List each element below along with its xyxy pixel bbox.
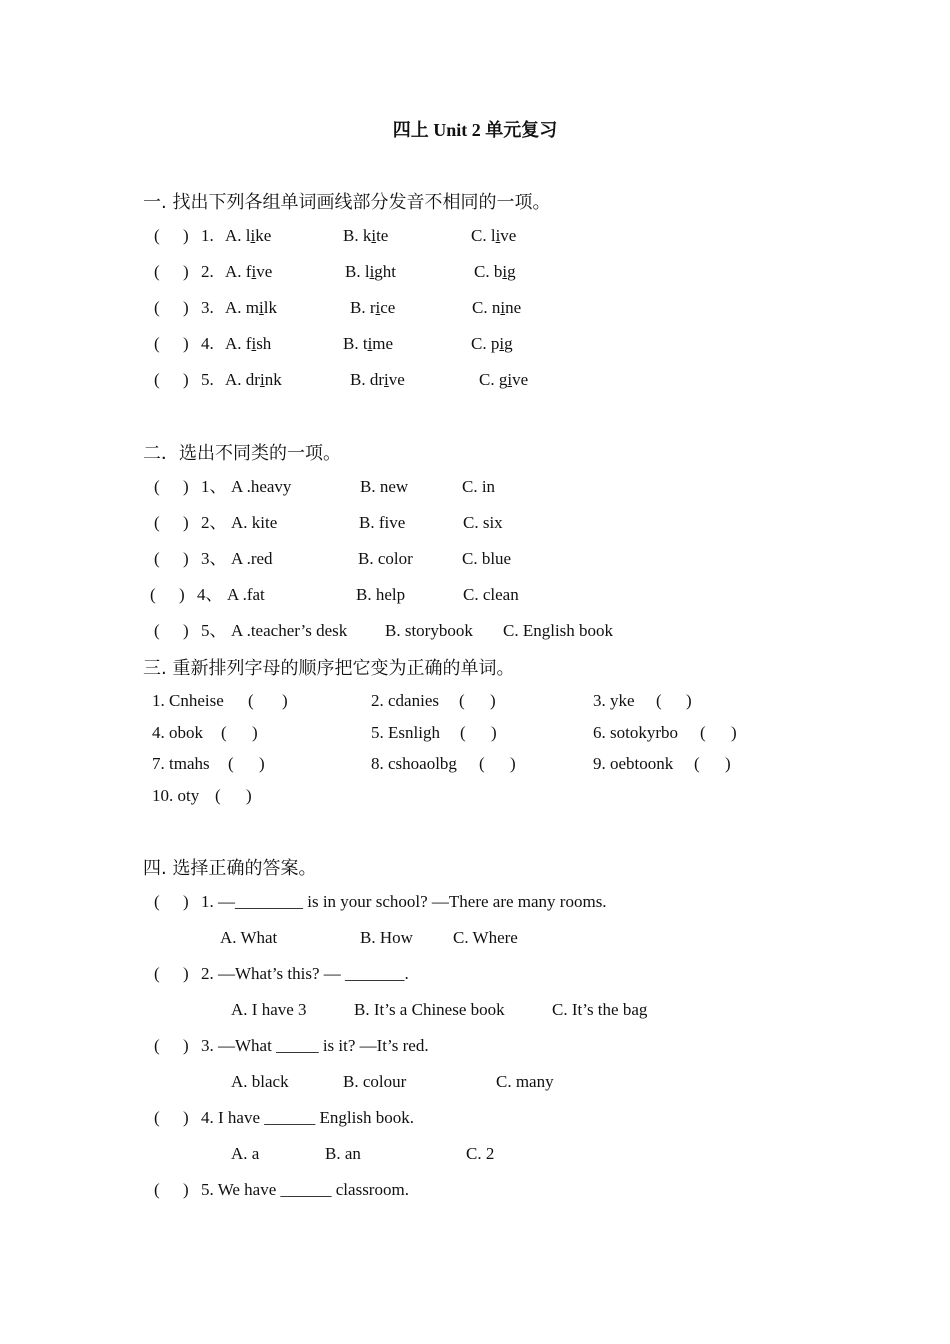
scrambled-word: 4. obok bbox=[152, 723, 203, 742]
option-text-start: C. b bbox=[474, 262, 503, 281]
answer-paren-open: ( bbox=[154, 370, 160, 389]
option-b bbox=[343, 224, 388, 248]
option-text-start: A. f bbox=[225, 262, 252, 281]
option-text-start: A. m bbox=[225, 298, 259, 317]
scrambled-word: 8. cshoaolbg bbox=[371, 754, 457, 773]
unscramble-item bbox=[0, 752, 950, 776]
question-row bbox=[0, 511, 950, 535]
underlined-letter: i bbox=[500, 298, 506, 317]
answer-paren-open: ( bbox=[479, 754, 485, 773]
question-row bbox=[0, 332, 950, 356]
question-text: 2. —What’s this? — _______. bbox=[201, 964, 409, 983]
option-text-end: ve bbox=[500, 226, 517, 245]
option-text-start: B. dr bbox=[350, 370, 384, 389]
answer-paren-close: ) bbox=[246, 786, 252, 805]
answer-paren-close: ) bbox=[183, 477, 189, 496]
underlined-letter: i bbox=[495, 226, 501, 245]
option-text-end: nk bbox=[264, 370, 282, 389]
underlined-letter: i bbox=[251, 334, 257, 353]
unscramble-item bbox=[0, 784, 950, 808]
answer-paren-close: ) bbox=[183, 1180, 189, 1199]
option-text-end: g bbox=[504, 334, 513, 353]
option-c: C. English book bbox=[503, 621, 614, 640]
scrambled-word: 1. Cnheise bbox=[152, 691, 224, 710]
scrambled-word: 10. oty bbox=[152, 786, 200, 805]
answer-paren-open: ( bbox=[459, 691, 465, 710]
option-b: B. color bbox=[358, 549, 413, 568]
option-a: A. What bbox=[220, 928, 278, 947]
unscramble-item bbox=[0, 721, 950, 745]
answer-paren-close: ) bbox=[183, 334, 189, 353]
answer-paren-open: ( bbox=[154, 1036, 160, 1055]
underlined-letter: i bbox=[384, 370, 389, 389]
answer-paren-close: ) bbox=[686, 691, 692, 710]
question-text: 1. —________ is in your school? —There are many rooms. bbox=[201, 892, 607, 911]
option-b: B. an bbox=[325, 1144, 361, 1163]
answer-paren-open: ( bbox=[221, 723, 227, 742]
option-b bbox=[343, 332, 393, 356]
options-row bbox=[0, 1142, 950, 1166]
question-number: 2、 bbox=[201, 513, 227, 532]
question-row bbox=[0, 475, 950, 499]
question-row bbox=[0, 583, 950, 607]
option-text-start: C. g bbox=[479, 370, 508, 389]
underlined-letter: i bbox=[250, 226, 256, 245]
question-number: 5、 bbox=[201, 621, 227, 640]
answer-paren-close: ) bbox=[282, 691, 288, 710]
option-text-end: ve bbox=[512, 370, 529, 389]
question-number: 3、 bbox=[201, 549, 227, 568]
answer-paren-close: ) bbox=[183, 892, 189, 911]
option-b: B. new bbox=[360, 477, 409, 496]
underlined-letter: i bbox=[367, 334, 373, 353]
answer-paren-open: ( bbox=[700, 723, 706, 742]
option-a bbox=[225, 224, 271, 248]
option-text-start: B. l bbox=[345, 262, 370, 281]
option-text-start: B. r bbox=[350, 298, 376, 317]
answer-paren-close: ) bbox=[183, 513, 189, 532]
scrambled-word: 3. yke bbox=[593, 691, 635, 710]
underlined-letter: i bbox=[259, 298, 264, 317]
question-text: 5. We have ______ classroom. bbox=[201, 1180, 409, 1199]
answer-paren-open: ( bbox=[215, 786, 221, 805]
question-number: 1、 bbox=[201, 477, 227, 496]
question-number: 4. bbox=[201, 334, 214, 353]
answer-paren-open: ( bbox=[154, 298, 160, 317]
option-a: A. kite bbox=[231, 513, 278, 532]
option-a bbox=[225, 368, 282, 392]
answer-paren-close: ) bbox=[183, 226, 189, 245]
underlined-letter: i bbox=[369, 262, 375, 281]
question-row bbox=[0, 260, 950, 284]
option-c: C. Where bbox=[453, 928, 518, 947]
answer-paren-open: ( bbox=[228, 754, 234, 773]
option-text-start: A. l bbox=[225, 226, 251, 245]
option-text-end: ght bbox=[374, 262, 397, 281]
section1-heading: 一. 找出下列各组单词画线部分发音不相同的一项。 bbox=[143, 192, 551, 213]
question-number: 4、 bbox=[197, 585, 223, 604]
option-b: B. colour bbox=[343, 1072, 407, 1091]
option-b: B. How bbox=[360, 928, 413, 947]
underlined-letter: i bbox=[507, 370, 513, 389]
option-a bbox=[225, 296, 277, 320]
answer-paren-close: ) bbox=[183, 621, 189, 640]
option-a: A. I have 3 bbox=[231, 1000, 307, 1019]
option-text-start: B. t bbox=[343, 334, 368, 353]
underlined-letter: i bbox=[371, 226, 377, 245]
section4-heading: 四. 选择正确的答案。 bbox=[143, 858, 317, 879]
answer-paren-close: ) bbox=[183, 298, 189, 317]
answer-paren-open: ( bbox=[154, 621, 160, 640]
option-a: A .fat bbox=[227, 585, 265, 604]
option-text-start: B. k bbox=[343, 226, 372, 245]
answer-paren-open: ( bbox=[460, 723, 466, 742]
option-b bbox=[345, 260, 396, 284]
options-row bbox=[0, 926, 950, 950]
question-row bbox=[0, 296, 950, 320]
section2-heading: 二．选出不同类的一项。 bbox=[143, 443, 341, 464]
option-c bbox=[472, 296, 521, 320]
option-b: B. help bbox=[356, 585, 406, 604]
option-b: B. storybook bbox=[385, 621, 473, 640]
question-number: 1. bbox=[201, 226, 214, 245]
option-c: C. 2 bbox=[466, 1144, 495, 1163]
option-text-start: C. l bbox=[471, 226, 496, 245]
option-c: C. six bbox=[463, 513, 503, 532]
option-c bbox=[479, 368, 528, 392]
option-c: C. in bbox=[462, 477, 496, 496]
answer-paren-close: ) bbox=[183, 964, 189, 983]
answer-paren-open: ( bbox=[154, 964, 160, 983]
option-text-end: te bbox=[376, 226, 389, 245]
answer-paren-open: ( bbox=[154, 513, 160, 532]
question-text: 4. I have ______ English book. bbox=[201, 1108, 414, 1127]
option-text-start: A. dr bbox=[225, 370, 260, 389]
option-c bbox=[474, 260, 516, 284]
answer-paren-close: ) bbox=[183, 1036, 189, 1055]
option-a bbox=[225, 260, 272, 284]
answer-paren-open: ( bbox=[154, 226, 160, 245]
option-text-end: ne bbox=[505, 298, 522, 317]
question-row bbox=[0, 224, 950, 248]
answer-paren-close: ) bbox=[259, 754, 265, 773]
option-text-end: sh bbox=[256, 334, 272, 353]
answer-paren-close: ) bbox=[491, 723, 497, 742]
options-row bbox=[0, 1070, 950, 1094]
option-a: A. black bbox=[231, 1072, 289, 1091]
answer-paren-open: ( bbox=[154, 1180, 160, 1199]
answer-paren-open: ( bbox=[154, 477, 160, 496]
answer-paren-close: ) bbox=[183, 370, 189, 389]
scrambled-word: 2. cdanies bbox=[371, 691, 439, 710]
answer-paren-close: ) bbox=[510, 754, 516, 773]
answer-paren-open: ( bbox=[656, 691, 662, 710]
option-text-end: lk bbox=[263, 298, 277, 317]
answer-paren-close: ) bbox=[183, 549, 189, 568]
answer-paren-open: ( bbox=[154, 262, 160, 281]
answer-paren-close: ) bbox=[725, 754, 731, 773]
question-row bbox=[0, 890, 950, 914]
answer-paren-close: ) bbox=[179, 585, 185, 604]
question-row bbox=[0, 1106, 950, 1130]
option-text-start: A. f bbox=[225, 334, 252, 353]
option-text-end: ke bbox=[255, 226, 272, 245]
question-row bbox=[0, 962, 950, 986]
question-number: 2. bbox=[201, 262, 214, 281]
option-b: B. five bbox=[359, 513, 406, 532]
section3-heading: 三. 重新排列字母的顺序把它变为正确的单词。 bbox=[143, 658, 515, 679]
scrambled-word: 5. Esnligh bbox=[371, 723, 440, 742]
option-c: C. It’s the bag bbox=[552, 1000, 648, 1019]
question-text: 3. —What _____ is it? —It’s red. bbox=[201, 1036, 429, 1055]
answer-paren-open: ( bbox=[154, 892, 160, 911]
option-text-end: ve bbox=[256, 262, 273, 281]
option-c: C. blue bbox=[462, 549, 512, 568]
answer-paren-open: ( bbox=[154, 334, 160, 353]
options-row bbox=[0, 998, 950, 1022]
answer-paren-close: ) bbox=[490, 691, 496, 710]
answer-paren-close: ) bbox=[252, 723, 258, 742]
underlined-letter: i bbox=[502, 262, 508, 281]
page-title: 四上 Unit 2 单元复习 bbox=[392, 120, 558, 140]
option-a: A. a bbox=[231, 1144, 260, 1163]
answer-paren-open: ( bbox=[154, 549, 160, 568]
scrambled-word: 6. sotokyrbo bbox=[593, 723, 678, 742]
unscramble-item bbox=[0, 689, 950, 713]
question-row bbox=[0, 547, 950, 571]
answer-paren-open: ( bbox=[150, 585, 156, 604]
option-b: B. It’s a Chinese book bbox=[354, 1000, 505, 1019]
question-row bbox=[0, 1034, 950, 1058]
option-text-start: C. n bbox=[472, 298, 501, 317]
underlined-letter: i bbox=[251, 262, 257, 281]
question-row bbox=[0, 368, 950, 392]
question-row bbox=[0, 619, 950, 643]
option-a: A .red bbox=[231, 549, 273, 568]
option-text-end: me bbox=[372, 334, 394, 353]
answer-paren-open: ( bbox=[154, 1108, 160, 1127]
answer-paren-close: ) bbox=[731, 723, 737, 742]
answer-paren-open: ( bbox=[694, 754, 700, 773]
option-b bbox=[350, 368, 405, 392]
option-c bbox=[471, 224, 516, 248]
option-text-end: g bbox=[507, 262, 516, 281]
option-a bbox=[225, 332, 271, 356]
scrambled-word: 9. oebtoonk bbox=[593, 754, 674, 773]
underlined-letter: i bbox=[375, 298, 381, 317]
answer-paren-close: ) bbox=[183, 262, 189, 281]
option-b bbox=[350, 296, 395, 320]
answer-paren-close: ) bbox=[183, 1108, 189, 1127]
question-number: 3. bbox=[201, 298, 214, 317]
option-text-end: ve bbox=[388, 370, 405, 389]
question-row bbox=[0, 1178, 950, 1202]
answer-paren-open: ( bbox=[248, 691, 254, 710]
underlined-letter: i bbox=[499, 334, 505, 353]
option-c bbox=[471, 332, 513, 356]
underlined-letter: i bbox=[259, 370, 265, 389]
option-text-start: C. p bbox=[471, 334, 500, 353]
scrambled-word: 7. tmahs bbox=[152, 754, 210, 773]
question-number: 5. bbox=[201, 370, 214, 389]
option-c: C. clean bbox=[463, 585, 519, 604]
option-a: A .heavy bbox=[231, 477, 292, 496]
option-a: A .teacher’s desk bbox=[231, 621, 348, 640]
option-c: C. many bbox=[496, 1072, 554, 1091]
option-text-end: ce bbox=[380, 298, 396, 317]
